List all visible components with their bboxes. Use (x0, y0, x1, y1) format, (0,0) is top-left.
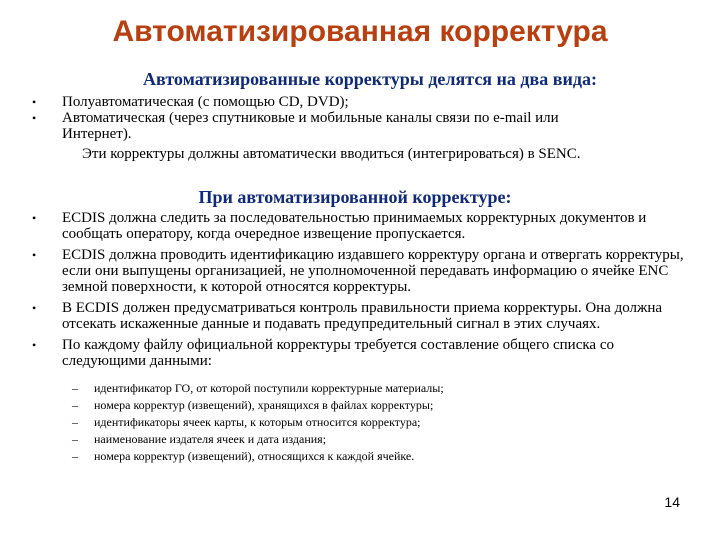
list-item-text: По каждому файлу официальной корректуры требуется составление общего списка со следующими данными: (62, 337, 614, 369)
list-item (72, 380, 632, 397)
list-item (30, 337, 690, 369)
subtitle-types: Автоматизированные корректуры делятся на два вида: (143, 69, 597, 89)
list-item (30, 110, 620, 142)
bullet-icon: • (32, 95, 37, 109)
list-item-text: наименование издателя ячеек и дата издания; (94, 432, 327, 446)
dash-icon: – (72, 381, 78, 395)
senc-note: Эти корректуры должны автоматически вводиться (интегрироваться) в SENC. (82, 146, 581, 162)
list-item (30, 300, 690, 332)
list-item-text: идентификаторы ячеек карты, к которым относится корректура; (94, 415, 421, 429)
dash-icon: – (72, 432, 78, 446)
list-item-text: В ECDIS должен предусматриваться контроль правильности приема корректуры. Она должна отсекать искаженные данные и подавать предупредительный сигнал в этих случаях. (62, 300, 663, 332)
list-item-text: ECDIS должна следить за последовательностью принимаемых корректурных документов и сообщать оператору, когда очередное извещение пропускается. (62, 210, 647, 242)
bullet-icon: • (32, 248, 37, 262)
list-item-text: Полуавтоматическая (с помощью CD, DVD); (62, 94, 349, 110)
list-item (72, 397, 632, 414)
requirements-list (30, 210, 690, 374)
types-list (30, 94, 620, 142)
dash-icon: – (72, 398, 78, 412)
list-item (72, 448, 632, 465)
bullet-icon: • (32, 211, 37, 225)
dash-icon: – (72, 449, 78, 463)
data-items-list (72, 380, 632, 465)
list-item-text: Автоматическая (через спутниковые и мобильные каналы связи по e-mail или Интернет). (62, 110, 559, 142)
bullet-icon: • (32, 338, 37, 352)
dash-icon: – (72, 415, 78, 429)
list-item (30, 210, 690, 242)
page-number: 14 (664, 494, 680, 510)
bullet-icon: • (32, 111, 37, 125)
bullet-icon: • (32, 301, 37, 315)
list-item (72, 414, 632, 431)
list-item (30, 94, 620, 110)
slide-title: Автоматизированная корректура (112, 15, 608, 48)
list-item (30, 247, 690, 295)
list-item-text: ECDIS должна проводить идентификацию издавшего корректуру органа и отвергать корректуры, если они выпущены организацией, не уполномоченной передавать информацию о ячейке ENC земной поверхности, к которой относятся корректуры. (62, 247, 684, 295)
list-item-text: номера корректур (извещений), хранящихся в файлах корректуры; (94, 398, 434, 412)
list-item (72, 431, 632, 448)
list-item-text: идентификатор ГО, от которой поступили корректурные материалы; (94, 381, 444, 395)
list-item-text: номера корректур (извещений), относящихся к каждой ячейке. (94, 449, 415, 463)
subtitle-requirements: При автоматизированной корректуре: (198, 187, 512, 207)
